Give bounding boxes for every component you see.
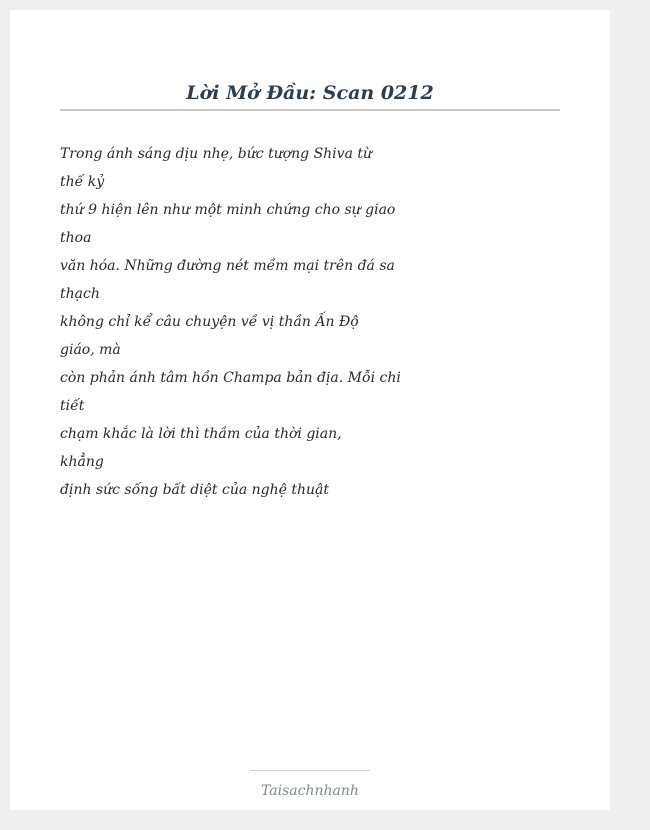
- body-line: còn phản ánh tâm hồn Champa bản địa. Mỗi chi: [60, 370, 401, 386]
- footer-label: Taisachnhanh: [261, 783, 359, 799]
- body-line: khẳng: [60, 454, 104, 470]
- footer-divider: [250, 770, 370, 771]
- body-line: không chỉ kể câu chuyện về vị thần Ấn Độ: [60, 314, 359, 330]
- body-line: giáo, mà: [60, 342, 121, 358]
- body-line: thạch: [60, 286, 100, 302]
- body-line: văn hóa. Những đường nét mềm mại trên đá sa: [60, 258, 395, 274]
- body-line: thoa: [60, 230, 92, 246]
- body-line: thứ 9 hiện lên như một minh chứng cho sự giao: [60, 202, 396, 218]
- body-line: Trong ánh sáng dịu nhẹ, bức tượng Shiva từ: [60, 146, 373, 162]
- document-page: [10, 10, 610, 810]
- body-line: tiết: [60, 398, 85, 414]
- body-line: định sức sống bất diệt của nghệ thuật: [60, 482, 330, 498]
- page-title: Lời Mở Đầu: Scan 0212: [186, 82, 434, 104]
- title-divider: [60, 109, 560, 111]
- body-line: chạm khắc là lời thì thầm của thời gian,: [60, 426, 342, 442]
- body-line: thế kỷ: [60, 174, 105, 190]
- body-text: [60, 140, 580, 504]
